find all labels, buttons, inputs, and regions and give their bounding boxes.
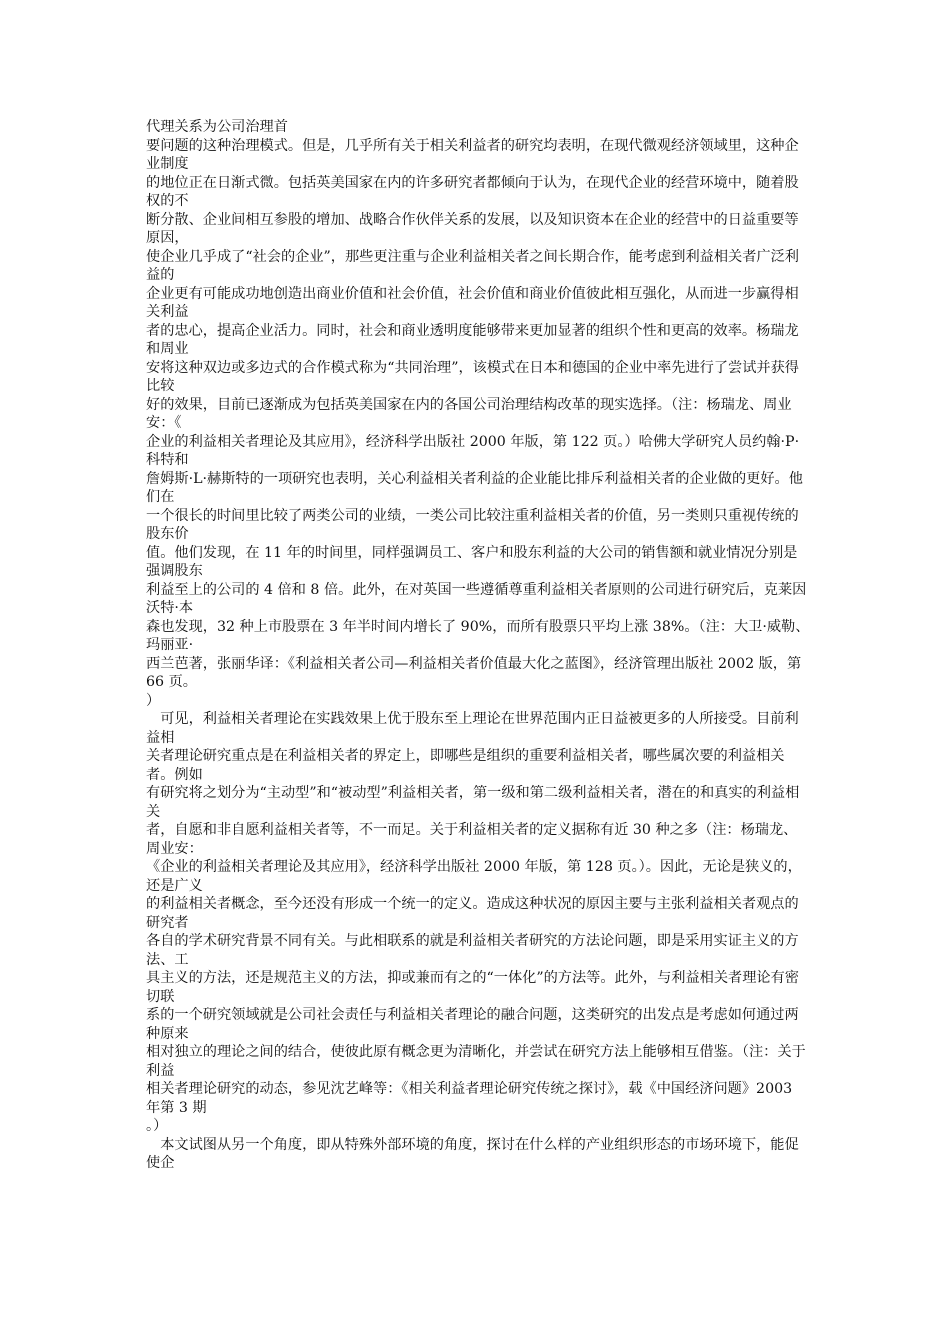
text-line: 有研究将之划分为“主动型”和“被动型”利益相关者，第一级和第二级利益相关者，潜在的和真实的利益相关 [146,785,800,820]
text-line: 代理关系为公司治理首 [146,119,288,135]
text-line: 相关者理论研究的动态，参见沈艺峰等：《相关利益者理论研究传统之探讨》，载《中国经济问题》2003 年第 3 期 [146,1081,793,1116]
text-line: 使企业几乎成了“社会的企业”，那些更注重与企业利益相关者之间长期合作，能考虑到利益相关者广泛利益的 [146,248,799,283]
text-line: 相对独立的理论之间的结合，使彼此原有概念更为清晰化，并尝试在研究方法上能够相互借鉴。（注：关于利益 [146,1044,806,1079]
text-line: 森也发现，32 种上市股票在 3 年半时间内增长了 90%，而所有股票只平均上涨 38%。（注：大卫·威勒、玛丽亚· [146,618,810,653]
text-line: 《企业的利益相关者理论及其应用》，经济科学出版社 2000 年版，第 128 页。）。因此，无论是狭义的，还是广义 [146,859,802,894]
document-body [146,118,810,1173]
text-line: 的利益相关者概念，至今还没有形成一个统一的定义。造成这种状况的原因主要与主张利益相关者观点的研究者 [146,896,799,931]
text-line: 利益至上的公司的 4 倍和 8 倍。此外，在对英国一些遵循尊重利益相关者原则的公司进行研究后，克莱因沃特·本 [146,581,807,616]
paragraph-start-line: 本文试图从另一个角度，即从特殊外部环境的角度，探讨在什么样的产业组织形态的市场环境下，能促使企 [146,1136,799,1171]
text-line: ） [146,692,161,709]
text-line: 者的忠心，提高企业活力。同时，社会和商业透明度能够带来更加显著的组织个性和更高的效率。杨瑞龙和周业 [146,322,799,357]
text-line: 要问题的这种治理模式。但是，几乎所有关于相关利益者的研究均表明，在现代微观经济领域里，这种企业制度 [146,137,799,172]
text-line: 各自的学术研究背景不同有关。与此相联系的就是利益相关者研究的方法论问题，即是采用实证主义的方法、工 [146,933,799,968]
text-line: 具主义的方法，还是规范主义的方法，抑或兼而有之的“一体化”的方法等。此外，与利益相关者理论有密切联 [146,970,799,1005]
paragraph-start-line: 可见，利益相关者理论在实践效果上优于股东至上理论在世界范围内正日益被更多的人所接受。目前利益相 [146,711,799,746]
text-line: 值。他们发现，在 11 年的时间里，同样强调员工、客户和股东利益的大公司的销售额和就业情况分别是强调股东 [146,544,798,579]
text-line: 关者理论研究重点是在利益相关者的界定上，即哪些是组织的重要利益相关者，哪些属次要的利益相关者。例如 [146,748,785,783]
text-line: 者，自愿和非自愿利益相关者等，不一而足。关于利益相关者的定义据称有近 30 种之多（注：杨瑞龙、周业安： [146,822,798,857]
text-line: 詹姆斯·L·赫斯特的一项研究也表明，关心利益相关者利益的企业能比排斥利益相关者的企业做的更好。他们在 [146,470,803,505]
text-line: 好的效果，目前已逐渐成为包括英美国家在内的各国公司治理结构改革的现实选择。（注：杨瑞龙、周业安：《 [146,396,792,431]
text-line: 系的一个研究领域就是公司社会责任与利益相关者理论的融合问题，这类研究的出发点是考虑如何通过两种原来 [146,1007,799,1042]
text-line: 断分散、企业间相互参股的增加、战略合作伙伴关系的发展，以及知识资本在企业的经营中的日益重要等原因， [146,211,799,246]
text-line: 企业的利益相关者理论及其应用》，经济科学出版社 2000 年版，第 122 页。）哈佛大学研究人员约翰·P·科特和 [146,433,800,468]
text-line: 。） [146,1118,168,1134]
text-line: 安将这种双边或多边式的合作模式称为“共同治理”，该模式在日本和德国的企业中率先进行了尝试并获得比较 [146,359,799,394]
text-line: 一个很长的时间里比较了两类公司的业绩，一类公司比较注重利益相关者的价值，另一类则只重视传统的股东价 [146,507,799,542]
text-line: 西兰芭著，张丽华译：《利益相关者公司—利益相关者价值最大化之蓝图》，经济管理出版社 2002 版，第 66 页。 [146,655,802,690]
text-line: 的地位正在日渐式微。包括英美国家在内的许多研究者都倾向于认为，在现代企业的经营环境中，随着股权的不 [146,174,799,209]
text-line: 企业更有可能成功地创造出商业价值和社会价值，社会价值和商业价值彼此相互强化，从而进一步赢得相关利益 [146,285,799,320]
